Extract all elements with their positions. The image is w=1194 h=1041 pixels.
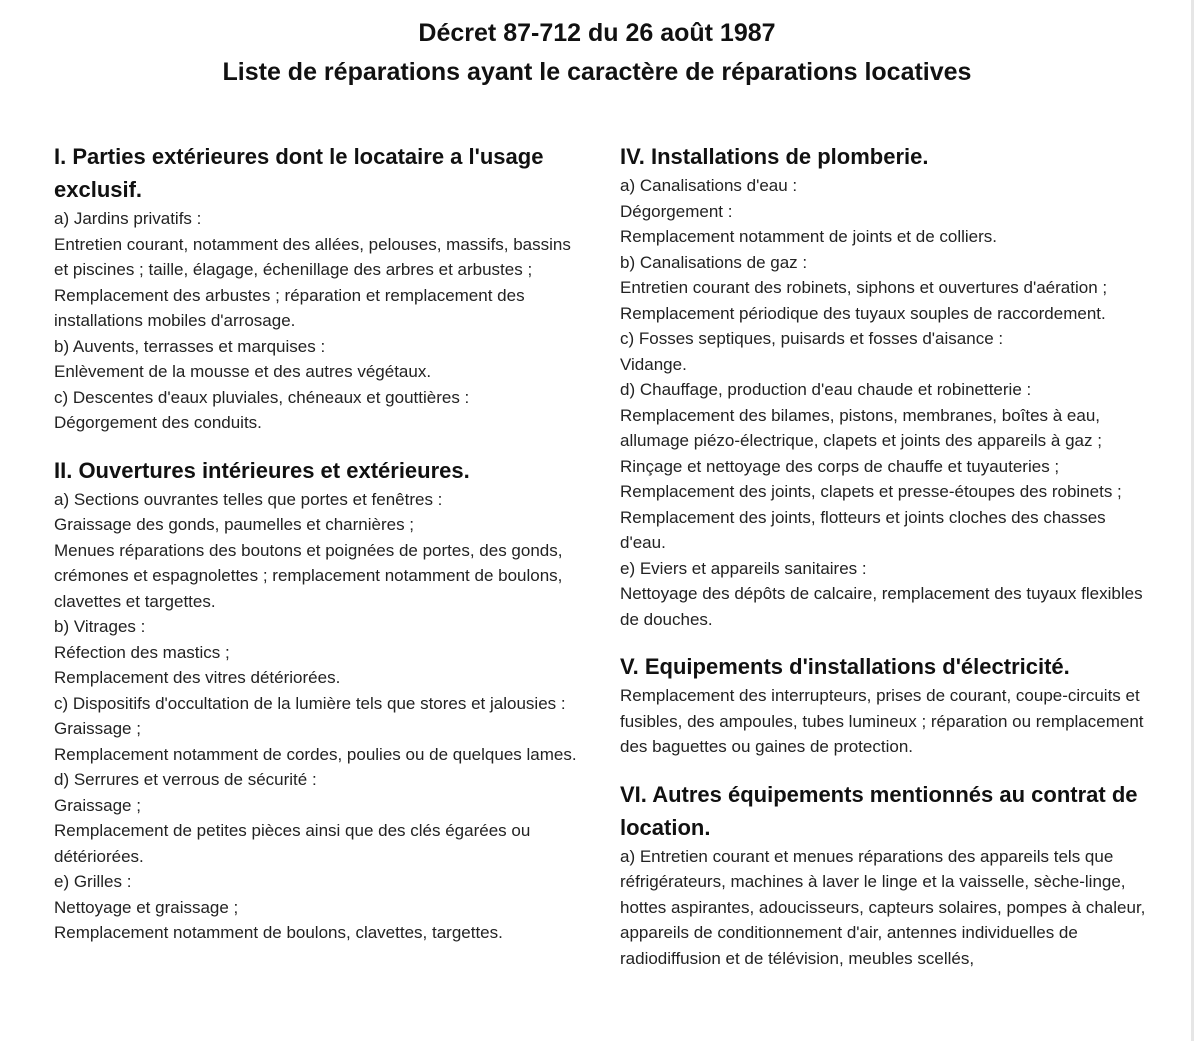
section-line: Dégorgement : [620,201,733,221]
section-plumbing [620,140,1148,632]
section-other-equipment [620,778,1148,972]
section-line: Remplacement des joints, clapets et presse-étoupes des robinets ; [620,482,1122,501]
section-line: Remplacement des joints, flotteurs et joints cloches des chasses d'eau. [620,507,1106,552]
section-electricity [620,650,1148,760]
section-line: e) Eviers et appareils sanitaires : [620,558,867,578]
section-line: Entretien courant, notamment des allées, pelouses, massifs, bassins et piscines ; taille, élagage, échenillage des arbres et arbustes ; [54,234,571,279]
section-heading: VI. Autres équipements mentionnés au contrat de location. [620,781,1138,840]
section-line: Enlèvement de la mousse et des autres végétaux. [54,362,432,381]
section-line: a) Entretien courant et menues réparations des appareils tels que réfrigérateurs, machines à laver le linge et la vaisselle, sèche-linge, hottes aspirantes, adoucisseurs, capteurs solaires, pompes à chaleur, appareils de conditionnement d'air, antennes individuelles de radiodiffusion et de télévision, meubles scellés, [620,846,1146,968]
section-line: e) Grilles : [54,872,132,891]
document-header [0,14,1194,92]
section-line: c) Descentes d'eaux pluviales, chéneaux et gouttières : [54,387,470,407]
section-line: d) Chauffage, production d'eau chaude et robinetterie : [620,380,1032,399]
right-column [620,140,1148,989]
section-line: b) Vitrages : [54,617,146,636]
section-line: Réfection des mastics ; [54,642,230,662]
section-line: d) Serrures et verrous de sécurité : [54,770,317,789]
section-heading: V. Equipements d'installations d'électricité. [620,654,1070,679]
left-column [54,140,588,964]
section-heading: IV. Installations de plomberie. [620,144,929,169]
section-line: a) Sections ouvrantes telles que portes et fenêtres : [54,489,443,509]
list-title: Liste de réparations ayant le caractère de réparations locatives [222,58,972,86]
section-line: c) Fosses septiques, puisards et fosses d'aisance : [620,329,1004,348]
section-line: b) Canalisations de gaz : [620,252,808,272]
section-line: Menues réparations des boutons et poignées de portes, des gonds, crémones et espagnolettes ; remplacement notamment de boulons, clavettes et targettes. [54,540,563,611]
section-line: Dégorgement des conduits. [54,413,262,432]
section-line: c) Dispositifs d'occultation de la lumière tels que stores et jalousies : [54,693,566,713]
section-line: a) Canalisations d'eau : [620,176,798,195]
section-line: b) Auvents, terrasses et marquises : [54,336,326,356]
section-line: Graissage des gonds, paumelles et charnières ; [54,515,415,534]
section-line: Remplacement des bilames, pistons, membranes, boîtes à eau, allumage piézo-électrique, clapets et joints des appareils à gaz ; [620,405,1102,450]
section-line: Remplacement des arbustes ; réparation et remplacement des installations mobiles d'arrosage. [54,285,525,330]
section-line: Remplacement notamment de boulons, clavettes, targettes. [54,923,503,942]
section-line: Remplacement de petites pièces ainsi que des clés égarées ou détériorées. [54,821,531,866]
section-line: Remplacement périodique des tuyaux souples de raccordement. [620,303,1106,323]
section-heading: II. Ouvertures intérieures et extérieures. [54,457,470,483]
section-line: Rinçage et nettoyage des corps de chauffe et tuyauteries ; [620,456,1060,476]
section-line: Graissage ; [54,719,141,738]
section-heading: I. Parties extérieures dont le locataire a l'usage exclusif. [54,144,544,202]
section-line: Nettoyage des dépôts de calcaire, remplacement des tuyaux flexibles de douches. [620,584,1143,629]
section-line: Remplacement des vitres détériorées. [54,668,341,687]
section-line: Nettoyage et graissage ; [54,897,239,917]
section-line: a) Jardins privatifs : [54,209,202,228]
section-line: Remplacement notamment de cordes, poulies ou de quelques lames. [54,744,577,764]
section-line: Remplacement des interrupteurs, prises de courant, coupe-circuits et fusibles, des ampoules, tubes lumineux ; réparation ou remplacement des baguettes ou gaines de protection. [620,686,1144,756]
section-line: Graissage ; [54,795,141,815]
section-line: Remplacement notamment de joints et de colliers. [620,227,998,246]
section-openings [54,454,588,946]
decree-title: Décret 87-712 du 26 août 1987 [418,19,776,47]
section-line: Entretien courant des robinets, siphons et ouvertures d'aération ; [620,278,1108,297]
section-line: Vidange. [620,354,687,374]
section-exterior-parts [54,140,588,436]
